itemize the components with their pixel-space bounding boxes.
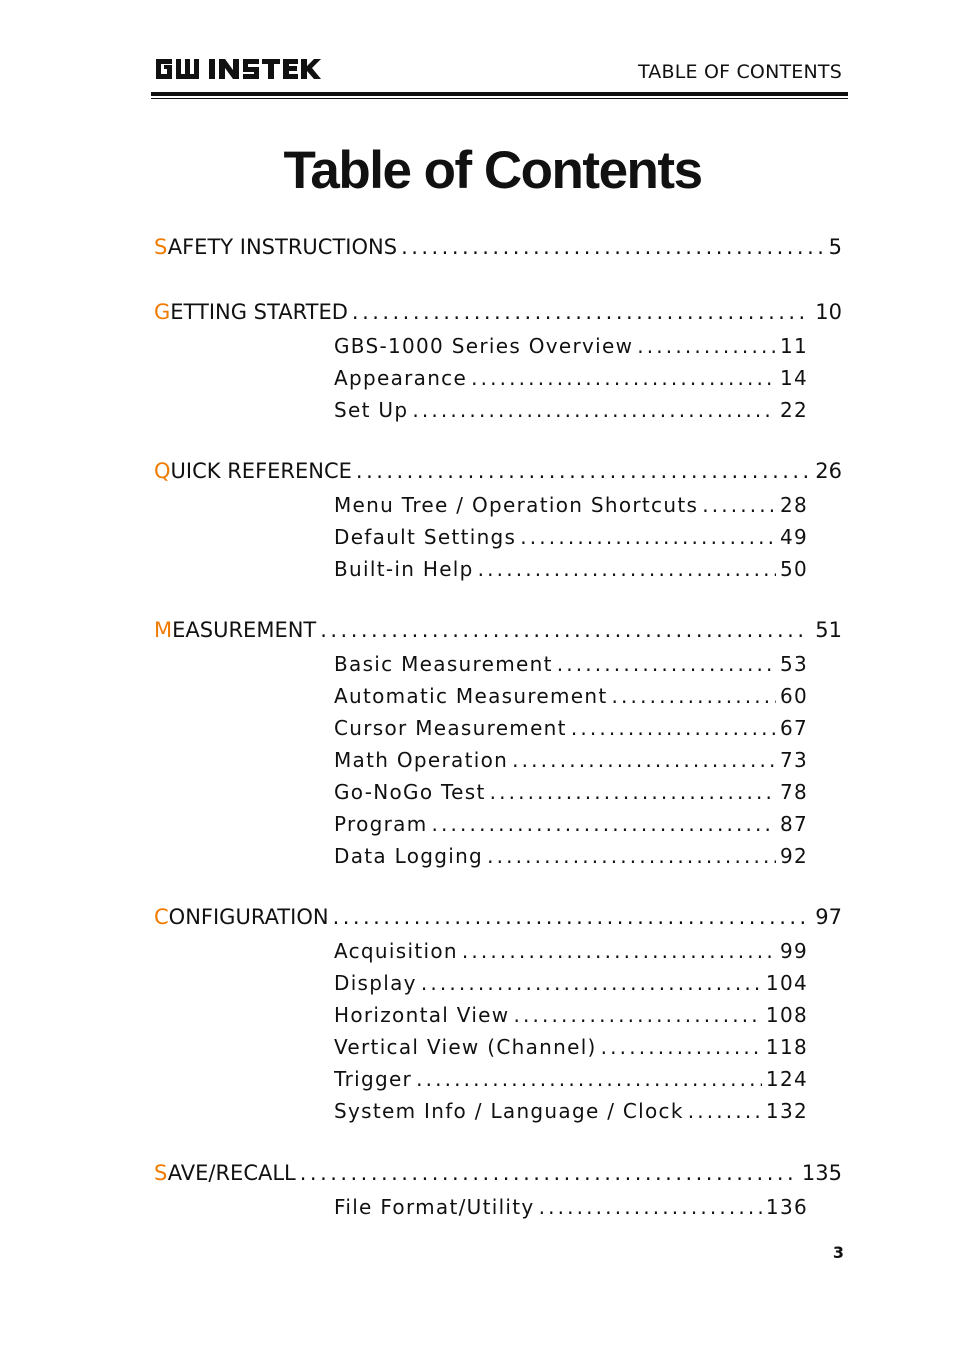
toc-section-entry[interactable] — [334, 334, 808, 358]
toc-section-entry[interactable] — [334, 844, 808, 868]
toc-chapter-title — [154, 905, 333, 929]
toc-section-title: Math Operation — [334, 748, 509, 772]
toc-leader-dots — [471, 366, 776, 390]
toc-section-entry[interactable] — [334, 939, 808, 963]
toc-leader-dots — [356, 459, 809, 483]
toc-chapter-initial: Q — [154, 459, 171, 483]
toc-chapter-entry[interactable] — [154, 459, 842, 483]
toc-leader-dots — [520, 525, 776, 549]
toc-chapter-page: 10 — [815, 300, 842, 324]
toc-section-page: 87 — [779, 812, 808, 836]
toc-chapter-entry[interactable] — [154, 618, 842, 642]
toc-section-entry[interactable] — [334, 525, 808, 549]
toc-chapter-initial: M — [154, 618, 173, 642]
toc-section-title: Cursor Measurement — [334, 716, 567, 740]
toc-section-page: 11 — [779, 334, 808, 358]
toc-chapter-title-rest: UICK REFERENCE — [170, 459, 352, 483]
toc-leader-dots — [557, 652, 776, 676]
toc-section-page: 104 — [765, 971, 808, 995]
toc-chapter-initial: G — [154, 300, 171, 324]
toc-leader-dots — [688, 1099, 762, 1123]
toc-section-page: 124 — [765, 1067, 808, 1091]
toc-section-title: Go-NoGo Test — [334, 780, 486, 804]
toc-section-title: Trigger — [334, 1067, 413, 1091]
toc-leader-dots — [432, 812, 776, 836]
toc-section-title: File Format/Utility — [334, 1195, 535, 1219]
toc-section-entry[interactable] — [334, 1067, 808, 1091]
toc-section-entry[interactable] — [334, 716, 808, 740]
toc-section-title: Display — [334, 971, 417, 995]
toc-section-title: Automatic Measurement — [334, 684, 608, 708]
toc-section-title: Appearance — [334, 366, 468, 390]
toc-chapter-entry[interactable] — [154, 300, 842, 324]
toc-chapter-title-rest: EASUREMENT — [172, 618, 317, 642]
header-section-title: TABLE OF CONTENTS — [637, 61, 842, 83]
toc-section-entry[interactable] — [334, 684, 808, 708]
toc-section-page: 136 — [765, 1195, 808, 1219]
toc-section-entry[interactable] — [334, 1099, 808, 1123]
toc-section-page: 99 — [779, 939, 808, 963]
toc-section-title: Default Settings — [334, 525, 517, 549]
toc-chapter-entry[interactable] — [154, 1161, 842, 1185]
toc-section-title: Acquisition — [334, 939, 458, 963]
toc-section-title: Set Up — [334, 398, 409, 422]
toc-chapter-title-rest: ETTING STARTED — [170, 300, 348, 324]
toc-section-entry[interactable] — [334, 1003, 808, 1027]
toc-leader-dots — [300, 1161, 796, 1185]
toc-section-page: 22 — [779, 398, 808, 422]
toc-section-page: 49 — [779, 525, 808, 549]
toc-chapter-page: 26 — [815, 459, 842, 483]
toc-leader-dots — [490, 780, 776, 804]
toc-leader-dots — [416, 1067, 762, 1091]
toc-chapter-title — [154, 300, 352, 324]
toc-leader-dots — [539, 1195, 762, 1219]
toc-chapter-page: 51 — [815, 618, 842, 642]
toc-section-page: 92 — [779, 844, 808, 868]
toc-chapter-entry[interactable] — [154, 235, 842, 259]
toc-leader-dots — [320, 618, 809, 642]
toc-section-page: 78 — [779, 780, 808, 804]
toc-section-title: Menu Tree / Operation Shortcuts — [334, 493, 699, 517]
toc-section-title: Horizontal View — [334, 1003, 510, 1027]
toc-section-title: System Info / Language / Clock — [334, 1099, 684, 1123]
toc-section-entry[interactable] — [334, 557, 808, 581]
toc-leader-dots — [462, 939, 776, 963]
toc-leader-dots — [601, 1035, 762, 1059]
toc-section-page: 118 — [765, 1035, 808, 1059]
toc-chapter-initial: S — [154, 1161, 168, 1185]
toc-chapter-page: 5 — [828, 235, 842, 259]
toc-section-page: 108 — [765, 1003, 808, 1027]
toc-section-title: Data Logging — [334, 844, 484, 868]
toc-leader-dots — [513, 1003, 761, 1027]
toc-leader-dots — [512, 748, 776, 772]
toc-section-page: 132 — [765, 1099, 808, 1123]
toc-leader-dots — [401, 235, 823, 259]
toc-leader-dots — [412, 398, 776, 422]
page-number: 3 — [832, 1243, 844, 1262]
toc-section-page: 60 — [779, 684, 808, 708]
toc-chapter-initial: S — [154, 235, 168, 259]
toc-section-title: Vertical View (Channel) — [334, 1035, 597, 1059]
toc-chapter-title — [154, 235, 401, 259]
toc-chapter-initial: C — [154, 905, 169, 929]
toc-leader-dots — [352, 300, 809, 324]
toc-section-title: Basic Measurement — [334, 652, 553, 676]
toc-chapter-title — [154, 1161, 300, 1185]
toc-chapter-title — [154, 459, 356, 483]
toc-section-entry[interactable] — [334, 971, 808, 995]
toc-leader-dots — [702, 493, 776, 517]
toc-section-entry[interactable] — [334, 493, 808, 517]
toc-section-entry[interactable] — [334, 780, 808, 804]
toc-section-entry[interactable] — [334, 366, 808, 390]
toc-chapter-entry[interactable] — [154, 905, 842, 929]
toc-chapter-title-rest: AVE/RECALL — [167, 1161, 296, 1185]
toc-chapter-page: 97 — [815, 905, 842, 929]
toc-chapter-title — [154, 618, 320, 642]
toc-chapter-title-rest: ONFIGURATION — [168, 905, 329, 929]
toc-leader-dots — [612, 684, 776, 708]
toc-leader-dots — [421, 971, 762, 995]
toc-section-entry[interactable] — [334, 1035, 808, 1059]
toc-chapter-page: 135 — [801, 1161, 842, 1185]
toc-section-entry[interactable] — [334, 398, 808, 422]
toc-section-entry[interactable] — [334, 652, 808, 676]
toc-leader-dots — [333, 905, 810, 929]
page-title: Table of Contents — [283, 141, 702, 200]
toc-section-entry[interactable] — [334, 748, 808, 772]
toc-section-title: Built-in Help — [334, 557, 474, 581]
toc-section-page: 50 — [779, 557, 808, 581]
toc-section-title: Program — [334, 812, 428, 836]
toc-section-page: 67 — [779, 716, 808, 740]
toc-section-page: 28 — [779, 493, 808, 517]
toc-section-entry[interactable] — [334, 1195, 808, 1219]
toc-section-page: 53 — [779, 652, 808, 676]
toc-leader-dots — [571, 716, 776, 740]
toc-leader-dots — [478, 557, 776, 581]
toc-section-page: 73 — [779, 748, 808, 772]
toc-section-page: 14 — [779, 366, 808, 390]
toc-section-entry[interactable] — [334, 812, 808, 836]
toc-chapter-title-rest: AFETY INSTRUCTIONS — [167, 235, 398, 259]
toc-leader-dots — [487, 844, 776, 868]
toc-section-title: GBS-1000 Series Overview — [334, 334, 634, 358]
toc-leader-dots — [637, 334, 776, 358]
